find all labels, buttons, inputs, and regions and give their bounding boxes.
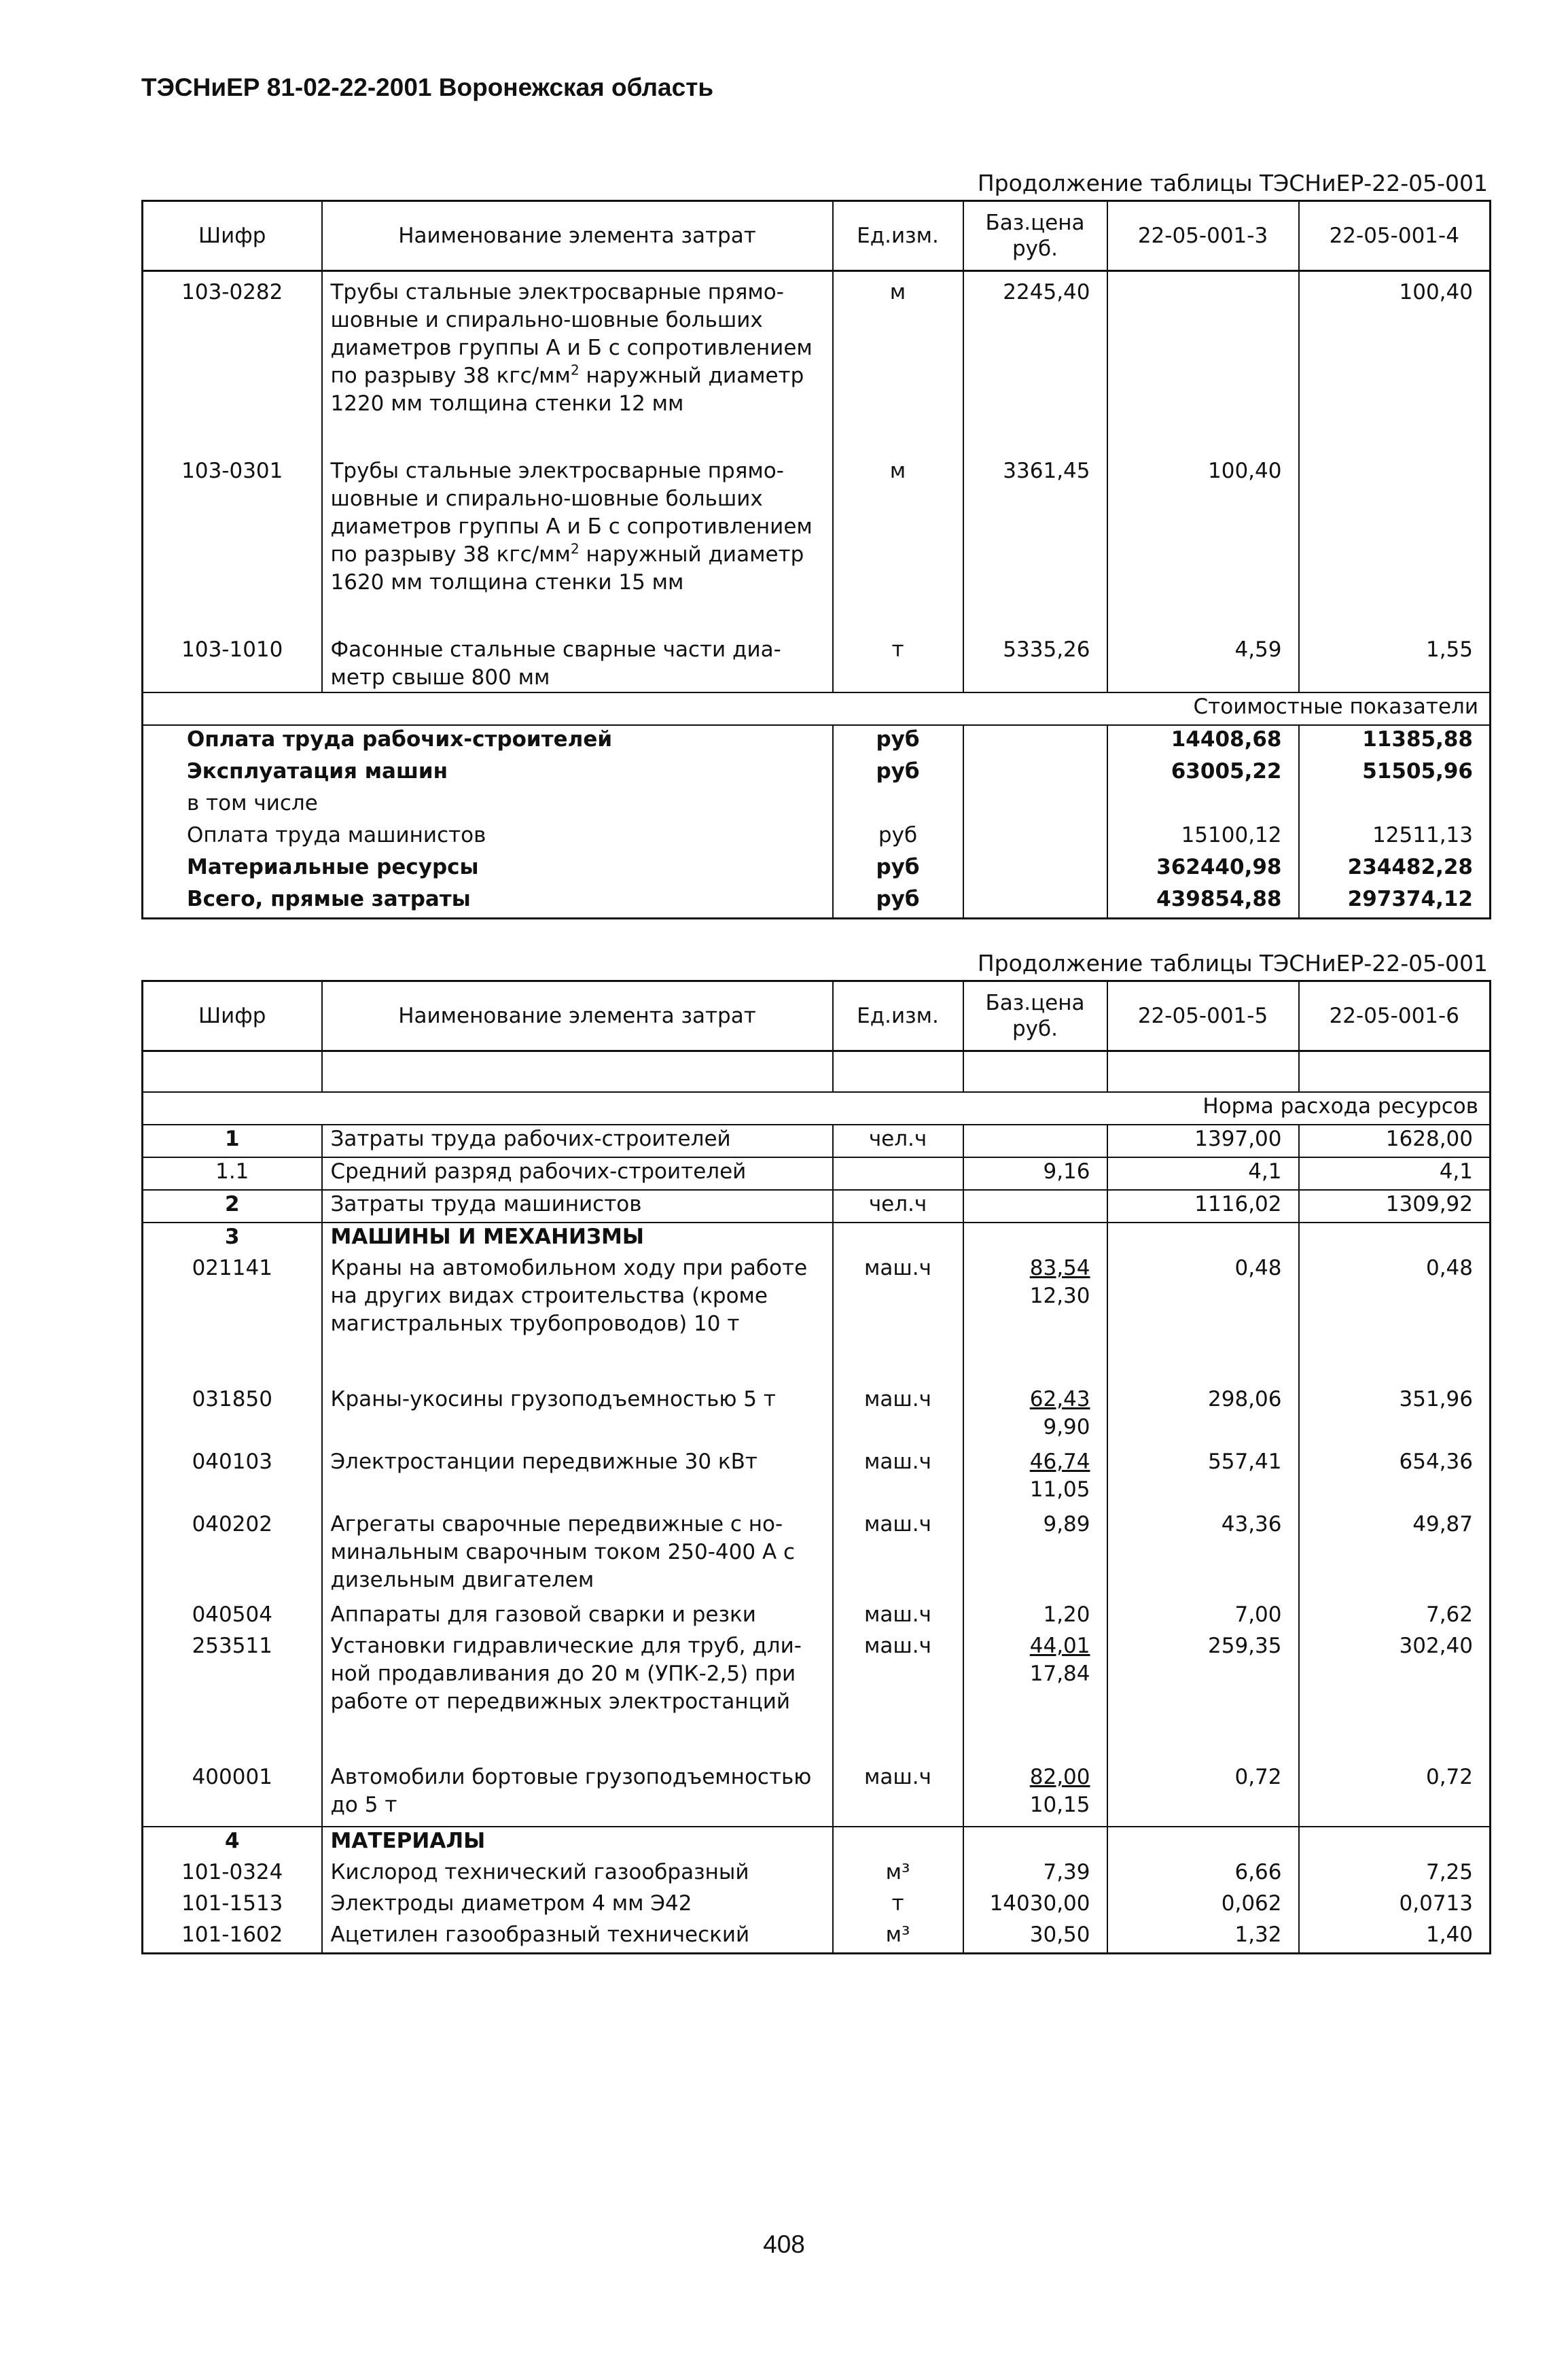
table-row bbox=[143, 1827, 1491, 1859]
row-price-primary: 14030,00 bbox=[989, 1891, 1090, 1916]
table-row bbox=[143, 1632, 1491, 1716]
row-price bbox=[963, 1921, 1107, 1954]
row-code: 2 bbox=[143, 1190, 322, 1223]
stat-value-b: 12511,13 bbox=[1299, 822, 1491, 854]
row-norm-b: 100,40 bbox=[1299, 271, 1491, 419]
stat-unit: руб bbox=[833, 725, 963, 758]
row-code: 3 bbox=[143, 1223, 322, 1254]
table-row bbox=[143, 1157, 1491, 1190]
row-unit-text: маш.ч bbox=[864, 1602, 931, 1627]
row-price bbox=[963, 1859, 1107, 1890]
stat-row bbox=[143, 758, 1491, 790]
row-norm-b: 1628,00 bbox=[1299, 1125, 1491, 1157]
stat-label: Оплата труда машинистов bbox=[143, 822, 833, 854]
row-name: Краны-укосины грузоподъемностью 5 т bbox=[322, 1386, 833, 1441]
row-price bbox=[963, 1223, 1107, 1254]
row-name: Аппараты для газовой сварки и резки bbox=[322, 1601, 833, 1632]
row-norm-a: 7,00 bbox=[1107, 1601, 1299, 1632]
row-norm-b: 1309,92 bbox=[1299, 1190, 1491, 1223]
row-norm-b: 654,36 bbox=[1299, 1448, 1491, 1504]
row-unit-text: маш.ч bbox=[864, 1387, 931, 1411]
table-row bbox=[143, 1763, 1491, 1819]
table-row bbox=[143, 1921, 1491, 1954]
row-price bbox=[963, 1511, 1107, 1594]
row-price-secondary: 9,90 bbox=[1043, 1415, 1090, 1439]
table-row bbox=[143, 1223, 1491, 1254]
row-code: 101-1602 bbox=[143, 1921, 322, 1954]
row-unit-text: чел.ч bbox=[868, 1192, 927, 1216]
table-row bbox=[143, 1190, 1491, 1223]
row-norm-b bbox=[1299, 1223, 1491, 1254]
row-name: Трубы стальные электросварные прямо-шовные и спирально-шовные больших диаметров группы А и Б с сопротивлением по разрыву 38 кгс/$мм^2$ наружный диаметр 1220 мм толщина стенки 12 мм bbox=[322, 271, 833, 419]
row-unit bbox=[833, 1511, 963, 1594]
row-code: 101-0324 bbox=[143, 1859, 322, 1890]
stat-unit: руб bbox=[833, 758, 963, 790]
row-code: 103-0282 bbox=[143, 271, 322, 419]
row-price: 5335,26 bbox=[963, 636, 1107, 692]
row-unit bbox=[833, 1763, 963, 1819]
row-unit-text: маш.ч bbox=[864, 1256, 931, 1280]
row-unit bbox=[833, 1448, 963, 1504]
stat-label: в том числе bbox=[143, 790, 833, 822]
row-norm-a: 1116,02 bbox=[1107, 1190, 1299, 1223]
table-row bbox=[143, 1511, 1491, 1594]
row-code: 040202 bbox=[143, 1511, 322, 1594]
stat-unit: руб bbox=[833, 854, 963, 885]
resource-table-2 bbox=[141, 980, 1491, 1954]
row-price-primary: 1,20 bbox=[1043, 1602, 1090, 1627]
row-unit bbox=[833, 1125, 963, 1157]
row-norm-b: 1,40 bbox=[1299, 1921, 1491, 1954]
row-code: 1 bbox=[143, 1125, 322, 1157]
stat-label: Оплата труда рабочих-строителей bbox=[143, 725, 833, 758]
row-unit: т bbox=[833, 636, 963, 692]
row-price-primary: 9,16 bbox=[1043, 1159, 1090, 1184]
row-code: 253511 bbox=[143, 1632, 322, 1716]
stat-value-b: 51505,96 bbox=[1299, 758, 1491, 790]
row-norm-b: 0,48 bbox=[1299, 1254, 1491, 1338]
page-number: 408 bbox=[763, 2230, 805, 2258]
row-norm-a: 298,06 bbox=[1107, 1386, 1299, 1441]
col-code-header: Шифр bbox=[143, 201, 322, 271]
row-norm-a: 43,36 bbox=[1107, 1511, 1299, 1594]
row-unit bbox=[833, 1254, 963, 1338]
row-unit bbox=[833, 1386, 963, 1441]
row-unit bbox=[833, 1859, 963, 1890]
row-norm-b: 7,62 bbox=[1299, 1601, 1491, 1632]
row-norm-a bbox=[1107, 1827, 1299, 1859]
row-name: Агрегаты сварочные передвижные с но-минальным сварочным током 250-400 А с дизельным двигателем bbox=[322, 1511, 833, 1594]
row-name: Затраты труда рабочих-строителей bbox=[322, 1125, 833, 1157]
row-price bbox=[963, 1763, 1107, 1819]
row-price bbox=[963, 1190, 1107, 1223]
row-name: МАТЕРИАЛЫ bbox=[322, 1827, 833, 1859]
row-price bbox=[963, 1157, 1107, 1190]
row-norm-b bbox=[1299, 457, 1491, 597]
table-row bbox=[143, 1125, 1491, 1157]
table-row bbox=[143, 1254, 1491, 1338]
row-price bbox=[963, 1448, 1107, 1504]
row-price bbox=[963, 1890, 1107, 1921]
row-norm-a: 0,72 bbox=[1107, 1763, 1299, 1819]
row-norm-b: 49,87 bbox=[1299, 1511, 1491, 1594]
row-name: Средний разряд рабочих-строителей bbox=[322, 1157, 833, 1190]
row-price bbox=[963, 1254, 1107, 1338]
table2-caption: Продолжение таблицы ТЭСНиЕР-22-05-001 bbox=[977, 950, 1488, 977]
row-norm-b: 0,72 bbox=[1299, 1763, 1491, 1819]
row-unit-text: м³ bbox=[885, 1922, 910, 1947]
row-price bbox=[963, 1386, 1107, 1441]
row-price-primary: 9,89 bbox=[1043, 1512, 1090, 1536]
col-unit-header: Ед.изм. bbox=[833, 201, 963, 271]
col-name-header: Наименование элемента затрат bbox=[322, 201, 833, 271]
row-code: 103-1010 bbox=[143, 636, 322, 692]
row-unit bbox=[833, 1632, 963, 1716]
row-norm-b: 1,55 bbox=[1299, 636, 1491, 692]
row-norm-a bbox=[1107, 1223, 1299, 1254]
row-code: 1.1 bbox=[143, 1157, 322, 1190]
col-unit-header: Ед.изм. bbox=[833, 981, 963, 1051]
row-norm-a: 4,59 bbox=[1107, 636, 1299, 692]
row-price-primary: 62,43 bbox=[1029, 1387, 1090, 1411]
stat-value-a: 14408,68 bbox=[1107, 725, 1299, 758]
stat-value-a: 362440,98 bbox=[1107, 854, 1299, 885]
stat-value-a: 63005,22 bbox=[1107, 758, 1299, 790]
row-price bbox=[963, 1827, 1107, 1859]
col-name-header: Наименование элемента затрат bbox=[322, 981, 833, 1051]
table2-header-row bbox=[143, 981, 1491, 1051]
table-row bbox=[143, 636, 1491, 692]
row-unit bbox=[833, 1827, 963, 1859]
stat-label: Всего, прямые затраты bbox=[143, 885, 833, 919]
table1-caption: Продолжение таблицы ТЭСНиЕР-22-05-001 bbox=[977, 170, 1488, 196]
row-name: Затраты труда машинистов bbox=[322, 1190, 833, 1223]
stat-row bbox=[143, 854, 1491, 885]
table-row bbox=[143, 1601, 1491, 1632]
col-norm-b-header: 22-05-001-6 bbox=[1299, 981, 1491, 1051]
col-norm-b-header: 22-05-001-4 bbox=[1299, 201, 1491, 271]
document-header: ТЭСНиЕР 81-02-22-2001 Воронежская область bbox=[141, 73, 714, 101]
row-price bbox=[963, 1632, 1107, 1716]
col-norm-a-header: 22-05-001-3 bbox=[1107, 201, 1299, 271]
row-norm-a: 1397,00 bbox=[1107, 1125, 1299, 1157]
row-price-primary: 44,01 bbox=[1029, 1634, 1090, 1658]
row-unit-text: чел.ч bbox=[868, 1127, 927, 1151]
row-unit-text: м³ bbox=[885, 1860, 910, 1884]
row-norm-b: 7,25 bbox=[1299, 1859, 1491, 1890]
row-name: Ацетилен газообразный технический bbox=[322, 1921, 833, 1954]
stat-label: Материальные ресурсы bbox=[143, 854, 833, 885]
row-code: 040103 bbox=[143, 1448, 322, 1504]
row-unit bbox=[833, 1601, 963, 1632]
row-name: МАШИНЫ И МЕХАНИЗМЫ bbox=[322, 1223, 833, 1254]
row-price bbox=[963, 1125, 1107, 1157]
row-unit bbox=[833, 1223, 963, 1254]
row-price-primary: 83,54 bbox=[1029, 1256, 1090, 1280]
table1-header-row bbox=[143, 201, 1491, 271]
row-name: Электроды диаметром 4 мм Э42 bbox=[322, 1890, 833, 1921]
row-price: 3361,45 bbox=[963, 457, 1107, 597]
row-price bbox=[963, 1601, 1107, 1632]
row-norm-a: 0,062 bbox=[1107, 1890, 1299, 1921]
section-heading-row bbox=[143, 692, 1491, 725]
row-norm-a: 100,40 bbox=[1107, 457, 1299, 597]
row-norm-b: 4,1 bbox=[1299, 1157, 1491, 1190]
row-price-secondary: 11,05 bbox=[1029, 1477, 1090, 1502]
stat-value-b bbox=[1299, 790, 1491, 822]
section-heading-row bbox=[143, 1092, 1491, 1125]
row-unit bbox=[833, 1157, 963, 1190]
row-price-primary: 46,74 bbox=[1029, 1450, 1090, 1474]
row-norm-b bbox=[1299, 1827, 1491, 1859]
row-norm-a: 259,35 bbox=[1107, 1632, 1299, 1716]
table-row bbox=[143, 1890, 1491, 1921]
row-norm-a: 0,48 bbox=[1107, 1254, 1299, 1338]
stat-value-b: 297374,12 bbox=[1299, 885, 1491, 919]
row-norm-b: 351,96 bbox=[1299, 1386, 1491, 1441]
row-name: Установки гидравлические для труб, дли-ной продавливания до 20 м (УПК-2,5) при работе от передвижных электростанций bbox=[322, 1632, 833, 1716]
col-price-header: Баз.цена руб. bbox=[963, 201, 1107, 271]
row-unit-text: маш.ч bbox=[864, 1634, 931, 1658]
col-price-header: Баз.цена руб. bbox=[963, 981, 1107, 1051]
row-price-primary: 7,39 bbox=[1043, 1860, 1090, 1884]
row-price-primary: 82,00 bbox=[1029, 1765, 1090, 1789]
table-row bbox=[143, 1448, 1491, 1504]
table-row bbox=[143, 271, 1491, 419]
row-code: 4 bbox=[143, 1827, 322, 1859]
col-code-header: Шифр bbox=[143, 981, 322, 1051]
row-price-secondary: 12,30 bbox=[1029, 1284, 1090, 1308]
row-price-secondary: 17,84 bbox=[1029, 1662, 1090, 1686]
stat-row bbox=[143, 725, 1491, 758]
row-price: 2245,40 bbox=[963, 271, 1107, 419]
row-unit-text: маш.ч bbox=[864, 1512, 931, 1536]
row-name: Автомобили бортовые грузоподъемностью до 5 т bbox=[322, 1763, 833, 1819]
stat-value-a bbox=[1107, 790, 1299, 822]
stat-value-a: 15100,12 bbox=[1107, 822, 1299, 854]
stat-value-b: 11385,88 bbox=[1299, 725, 1491, 758]
stat-unit: руб bbox=[833, 885, 963, 919]
row-norm-b: 0,0713 bbox=[1299, 1890, 1491, 1921]
row-unit: м bbox=[833, 271, 963, 419]
row-name: Краны на автомобильном ходу при работе на других видах строительства (кроме магистральных трубопроводов) 10 т bbox=[322, 1254, 833, 1338]
stat-value-a: 439854,88 bbox=[1107, 885, 1299, 919]
row-name: Фасонные стальные сварные части диа-метр свыше 800 мм bbox=[322, 636, 833, 692]
row-name: Кислород технический газообразный bbox=[322, 1859, 833, 1890]
row-norm-a: 1,32 bbox=[1107, 1921, 1299, 1954]
row-unit bbox=[833, 1921, 963, 1954]
stat-row bbox=[143, 790, 1491, 822]
row-norm-a: 4,1 bbox=[1107, 1157, 1299, 1190]
row-price-primary: 30,50 bbox=[1029, 1922, 1090, 1947]
section-heading: Стоимостные показатели bbox=[143, 692, 1491, 725]
row-code: 103-0301 bbox=[143, 457, 322, 597]
row-unit bbox=[833, 1190, 963, 1223]
section-heading: Норма расхода ресурсов bbox=[143, 1092, 1491, 1125]
resource-table-1 bbox=[141, 200, 1491, 919]
row-norm-a bbox=[1107, 271, 1299, 419]
row-code: 400001 bbox=[143, 1763, 322, 1819]
col-norm-a-header: 22-05-001-5 bbox=[1107, 981, 1299, 1051]
stat-row bbox=[143, 885, 1491, 919]
row-unit-text: маш.ч bbox=[864, 1765, 931, 1789]
row-unit-text: т bbox=[891, 1891, 904, 1916]
row-price-secondary: 10,15 bbox=[1029, 1793, 1090, 1817]
row-norm-a: 6,66 bbox=[1107, 1859, 1299, 1890]
stat-label: Эксплуатация машин bbox=[143, 758, 833, 790]
table-row bbox=[143, 1859, 1491, 1890]
table-row bbox=[143, 1386, 1491, 1441]
row-name: Трубы стальные электросварные прямо-шовные и спирально-шовные больших диаметров группы А и Б с сопротивлением по разрыву 38 кгс/$мм^2$ наружный диаметр 1620 мм толщина стенки 15 мм bbox=[322, 457, 833, 597]
row-unit bbox=[833, 1890, 963, 1921]
row-norm-b: 302,40 bbox=[1299, 1632, 1491, 1716]
stat-unit: руб bbox=[833, 822, 963, 854]
row-code: 021141 bbox=[143, 1254, 322, 1338]
stat-row bbox=[143, 822, 1491, 854]
row-unit-text: маш.ч bbox=[864, 1450, 931, 1474]
row-name: Электростанции передвижные 30 кВт bbox=[322, 1448, 833, 1504]
row-code: 040504 bbox=[143, 1601, 322, 1632]
table-row bbox=[143, 457, 1491, 597]
stat-unit bbox=[833, 790, 963, 822]
row-code: 101-1513 bbox=[143, 1890, 322, 1921]
row-norm-a: 557,41 bbox=[1107, 1448, 1299, 1504]
row-unit: м bbox=[833, 457, 963, 597]
row-code: 031850 bbox=[143, 1386, 322, 1441]
stat-value-b: 234482,28 bbox=[1299, 854, 1491, 885]
